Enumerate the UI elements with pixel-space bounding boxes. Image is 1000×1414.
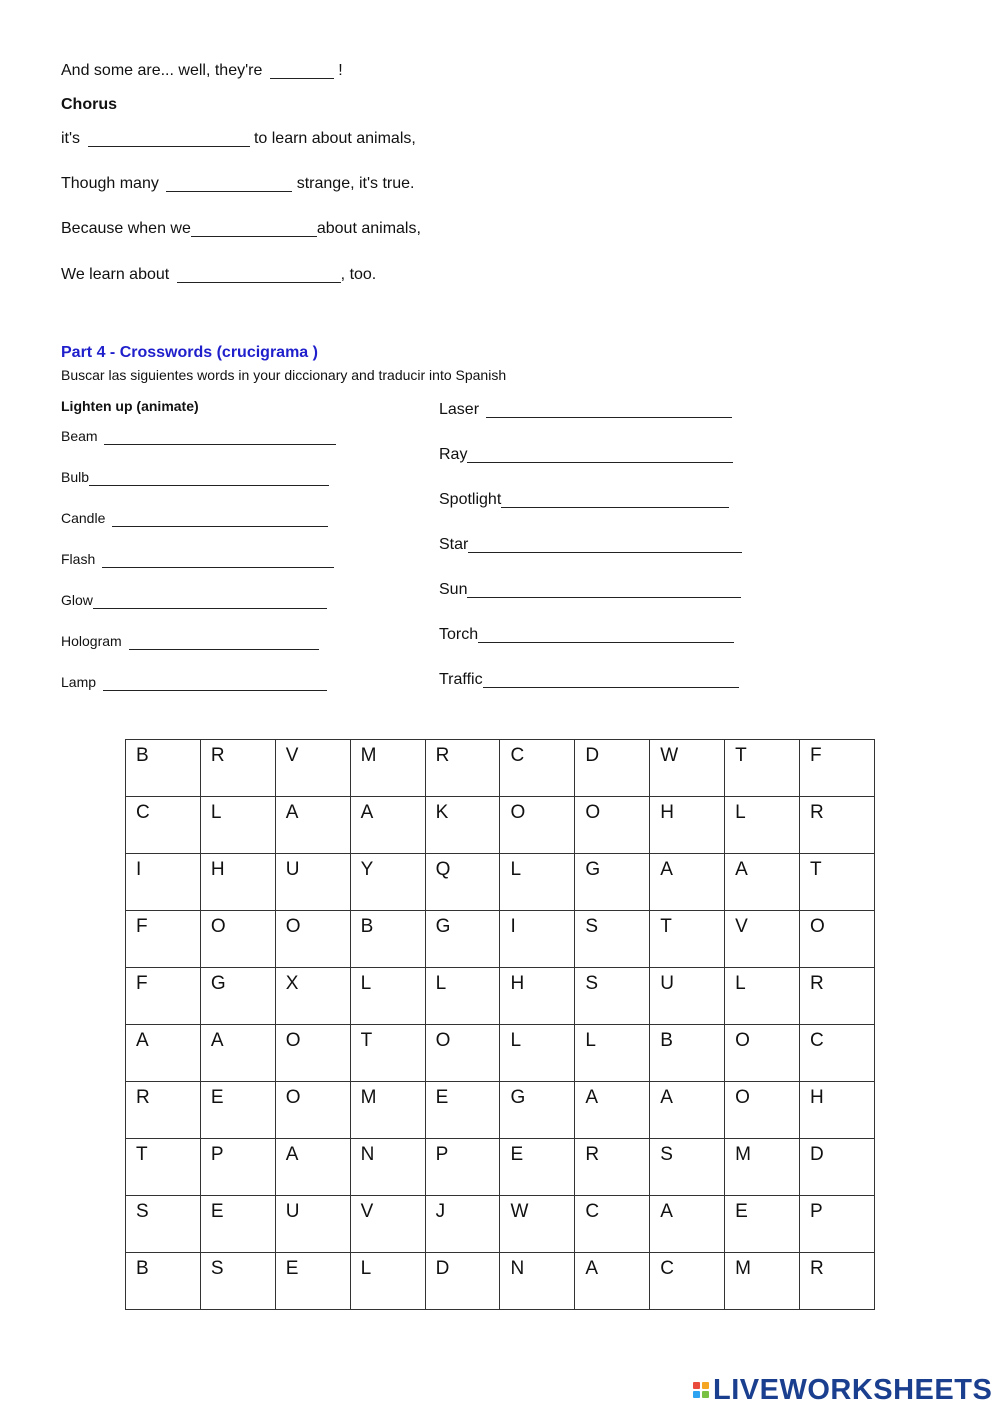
vocab-item-ray <box>439 446 733 464</box>
grid-cell[interactable]: S <box>575 911 650 968</box>
liveworksheets-logo <box>693 1374 992 1406</box>
grid-cell[interactable]: T <box>725 740 800 797</box>
grid-cell[interactable]: B <box>126 740 201 797</box>
vocab-word: Sun <box>439 581 468 598</box>
vocab-item-laser <box>439 401 732 419</box>
grid-cell[interactable]: C <box>126 797 201 854</box>
grid-cell[interactable]: E <box>275 1253 350 1310</box>
vocab-word: Beam <box>61 428 98 444</box>
grid-cell[interactable]: L <box>575 1025 650 1082</box>
answer-blank-chorus-4[interactable] <box>177 268 341 283</box>
part-4-title: Part 4 - Crosswords (crucigrama ) <box>61 344 318 361</box>
grid-cell[interactable]: V <box>725 911 800 968</box>
grid-cell[interactable]: F <box>800 740 875 797</box>
word-search-grid <box>125 739 875 1310</box>
vocab-item-beam <box>61 428 336 445</box>
grid-cell[interactable]: T <box>350 1025 425 1082</box>
vocab-word: Laser <box>439 401 480 418</box>
vocab-answer-glow[interactable] <box>93 594 327 609</box>
grid-row <box>126 797 875 854</box>
vocab-word: Bulb <box>61 469 90 485</box>
grid-cell[interactable]: H <box>800 1082 875 1139</box>
answer-blank-chorus-1[interactable] <box>88 132 250 147</box>
grid-cell[interactable]: O <box>500 797 575 854</box>
grid-cell[interactable]: C <box>800 1025 875 1082</box>
lyric-text: to learn about animals, <box>249 130 416 147</box>
grid-cell[interactable]: W <box>650 740 725 797</box>
grid-cell[interactable]: O <box>575 797 650 854</box>
vocab-answer-flash[interactable] <box>102 553 334 568</box>
grid-cell[interactable]: E <box>200 1196 275 1253</box>
vocab-sub-heading: Lighten up (animate) <box>61 398 199 414</box>
grid-cell[interactable]: M <box>350 1082 425 1139</box>
grid-cell[interactable]: L <box>200 797 275 854</box>
grid-cell[interactable]: J <box>425 1196 500 1253</box>
vocab-answer-candle[interactable] <box>112 512 328 527</box>
vocab-word: Flash <box>61 551 96 567</box>
grid-cell[interactable]: G <box>200 968 275 1025</box>
vocab-word: Hologram <box>61 633 122 649</box>
lyric-text: ! <box>333 62 343 79</box>
grid-cell[interactable]: U <box>650 968 725 1025</box>
vocab-item-lamp <box>61 674 327 691</box>
grid-cell[interactable]: D <box>800 1139 875 1196</box>
grid-row <box>126 1196 875 1253</box>
lyric-text: Because when we <box>61 220 191 237</box>
answer-blank-chorus-3[interactable] <box>191 222 317 237</box>
grid-row <box>126 968 875 1025</box>
grid-cell[interactable]: S <box>200 1253 275 1310</box>
vocab-answer-sun[interactable] <box>467 583 741 598</box>
grid-cell[interactable]: Y <box>350 854 425 911</box>
grid-cell[interactable]: B <box>126 1253 201 1310</box>
grid-row <box>126 740 875 797</box>
vocab-item-glow <box>61 592 327 609</box>
vocab-answer-hologram[interactable] <box>129 635 319 650</box>
grid-cell[interactable]: M <box>725 1253 800 1310</box>
vocab-answer-torch[interactable] <box>478 628 734 643</box>
grid-cell[interactable]: R <box>200 740 275 797</box>
grid-cell[interactable]: L <box>500 854 575 911</box>
grid-cell[interactable]: A <box>650 1082 725 1139</box>
grid-cell[interactable]: U <box>275 1196 350 1253</box>
logo-block <box>702 1391 709 1398</box>
grid-cell[interactable]: G <box>575 854 650 911</box>
grid-cell[interactable]: T <box>800 854 875 911</box>
grid-cell[interactable]: O <box>275 1025 350 1082</box>
grid-cell[interactable]: R <box>800 968 875 1025</box>
grid-row <box>126 1082 875 1139</box>
grid-cell[interactable]: L <box>725 797 800 854</box>
vocab-word: Spotlight <box>439 491 502 508</box>
chorus-line-3 <box>61 220 421 238</box>
grid-cell[interactable]: B <box>350 911 425 968</box>
grid-cell[interactable]: L <box>425 968 500 1025</box>
grid-cell[interactable]: C <box>575 1196 650 1253</box>
vocab-word: Candle <box>61 510 106 526</box>
grid-cell[interactable]: N <box>500 1253 575 1310</box>
lyric-text: Though many <box>61 175 164 192</box>
grid-cell[interactable]: E <box>725 1196 800 1253</box>
grid-cell[interactable]: T <box>126 1139 201 1196</box>
vocab-word: Ray <box>439 446 468 463</box>
grid-cell[interactable]: G <box>500 1082 575 1139</box>
vocab-word: Torch <box>439 626 479 643</box>
lyric-text: strange, it's true. <box>292 175 415 192</box>
vocab-answer-traffic[interactable] <box>483 673 739 688</box>
part-4-instructions: Buscar las siguientes words in your diccionary and traducir into Spanish <box>61 367 507 383</box>
grid-cell[interactable]: A <box>275 797 350 854</box>
grid-cell[interactable]: V <box>275 740 350 797</box>
grid-cell[interactable]: S <box>575 968 650 1025</box>
grid-cell[interactable]: F <box>126 968 201 1025</box>
grid-cell[interactable]: A <box>126 1025 201 1082</box>
grid-cell[interactable]: P <box>200 1139 275 1196</box>
vocab-item-candle <box>61 510 328 527</box>
grid-row <box>126 1139 875 1196</box>
lyric-text: We learn about <box>61 266 174 283</box>
grid-cell[interactable]: R <box>800 797 875 854</box>
vocab-answer-lamp[interactable] <box>103 676 327 691</box>
grid-cell[interactable]: H <box>650 797 725 854</box>
vocab-answer-beam[interactable] <box>104 430 336 445</box>
grid-row <box>126 854 875 911</box>
logo-block <box>702 1382 709 1389</box>
grid-cell[interactable]: A <box>650 854 725 911</box>
vocab-answer-ray[interactable] <box>467 448 733 463</box>
grid-cell[interactable]: I <box>126 854 201 911</box>
vocab-item-traffic <box>439 671 739 689</box>
vocab-item-sun <box>439 581 741 599</box>
lyric-line-some-are <box>61 62 343 80</box>
grid-cell[interactable]: A <box>200 1025 275 1082</box>
grid-cell[interactable]: Q <box>425 854 500 911</box>
answer-blank-chorus-2[interactable] <box>166 177 292 192</box>
grid-cell[interactable]: M <box>725 1139 800 1196</box>
grid-cell[interactable]: E <box>425 1082 500 1139</box>
grid-cell[interactable]: A <box>650 1196 725 1253</box>
grid-row <box>126 1025 875 1082</box>
grid-cell[interactable]: S <box>126 1196 201 1253</box>
grid-cell[interactable]: U <box>275 854 350 911</box>
grid-cell[interactable]: L <box>350 1253 425 1310</box>
grid-cell[interactable]: G <box>425 911 500 968</box>
vocab-answer-star[interactable] <box>468 538 742 553</box>
grid-cell[interactable]: D <box>425 1253 500 1310</box>
grid-cell[interactable]: T <box>650 911 725 968</box>
chorus-line-2 <box>61 175 415 193</box>
grid-cell[interactable]: A <box>575 1253 650 1310</box>
grid-cell[interactable]: P <box>800 1196 875 1253</box>
grid-cell[interactable]: O <box>275 1082 350 1139</box>
grid-cell[interactable]: L <box>350 968 425 1025</box>
logo-block <box>693 1391 700 1398</box>
chorus-line-1 <box>61 130 416 148</box>
lyric-text: about animals, <box>316 220 421 237</box>
grid-cell[interactable]: C <box>650 1253 725 1310</box>
logo-blocks-icon <box>693 1382 709 1398</box>
grid-cell[interactable]: L <box>725 968 800 1025</box>
grid-cell[interactable]: A <box>350 797 425 854</box>
vocab-answer-bulb[interactable] <box>89 471 329 486</box>
grid-cell[interactable]: N <box>350 1139 425 1196</box>
grid-cell[interactable]: X <box>275 968 350 1025</box>
chorus-line-4 <box>61 266 376 284</box>
grid-cell[interactable]: B <box>650 1025 725 1082</box>
vocab-item-bulb <box>61 469 329 486</box>
vocab-item-star <box>439 536 742 554</box>
grid-cell[interactable]: V <box>350 1196 425 1253</box>
grid-cell[interactable]: F <box>126 911 201 968</box>
grid-cell[interactable]: A <box>275 1139 350 1196</box>
grid-row <box>126 1253 875 1310</box>
logo-block <box>693 1382 700 1389</box>
answer-blank-some-are[interactable] <box>270 64 334 79</box>
vocab-item-flash <box>61 551 334 568</box>
chorus-heading: Chorus <box>61 96 117 113</box>
vocab-item-hologram <box>61 633 319 650</box>
grid-row <box>126 911 875 968</box>
grid-cell[interactable]: O <box>200 911 275 968</box>
grid-cell[interactable]: P <box>425 1139 500 1196</box>
vocab-word: Star <box>439 536 469 553</box>
lyric-text: , too. <box>340 266 377 283</box>
grid-cell[interactable]: E <box>200 1082 275 1139</box>
grid-cell[interactable]: A <box>575 1082 650 1139</box>
grid-cell[interactable]: I <box>500 911 575 968</box>
grid-cell[interactable]: S <box>650 1139 725 1196</box>
lyric-text: it's <box>61 130 85 147</box>
grid-cell[interactable]: H <box>200 854 275 911</box>
grid-cell[interactable]: R <box>575 1139 650 1196</box>
grid-cell[interactable]: H <box>500 968 575 1025</box>
vocab-answer-spotlight[interactable] <box>501 493 729 508</box>
grid-cell[interactable]: D <box>575 740 650 797</box>
grid-cell[interactable]: O <box>725 1082 800 1139</box>
grid-cell[interactable]: R <box>425 740 500 797</box>
grid-cell[interactable]: W <box>500 1196 575 1253</box>
vocab-word: Traffic <box>439 671 483 688</box>
vocab-item-torch <box>439 626 734 644</box>
vocab-word: Lamp <box>61 674 97 690</box>
vocab-word: Glow <box>61 592 93 608</box>
grid-cell[interactable]: C <box>500 740 575 797</box>
grid-cell[interactable]: O <box>275 911 350 968</box>
grid-cell[interactable]: O <box>800 911 875 968</box>
grid-cell[interactable]: K <box>425 797 500 854</box>
logo-text: LIVEWORKSHEETS <box>713 1373 993 1406</box>
grid-cell[interactable]: O <box>425 1025 500 1082</box>
grid-cell[interactable]: A <box>725 854 800 911</box>
grid-cell[interactable]: R <box>800 1253 875 1310</box>
vocab-answer-laser[interactable] <box>486 403 732 418</box>
grid-cell[interactable]: O <box>725 1025 800 1082</box>
lyric-text: And some are... well, they're <box>61 62 267 79</box>
grid-cell[interactable]: M <box>350 740 425 797</box>
grid-cell[interactable]: R <box>126 1082 201 1139</box>
grid-cell[interactable]: E <box>500 1139 575 1196</box>
vocab-item-spotlight <box>439 491 729 509</box>
grid-cell[interactable]: L <box>500 1025 575 1082</box>
